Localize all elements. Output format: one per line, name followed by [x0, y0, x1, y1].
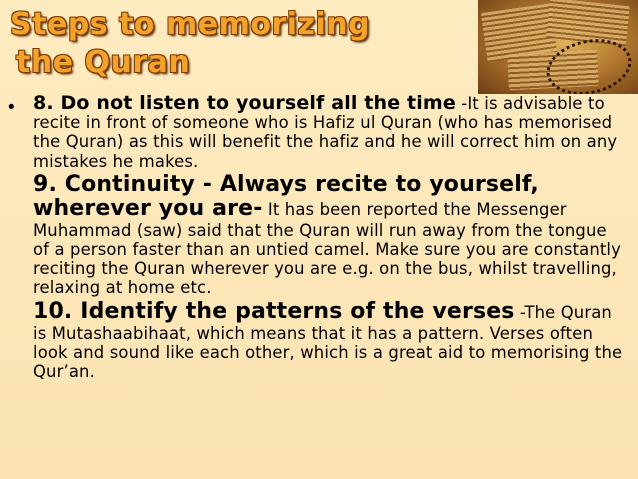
- step-9: [33, 173, 628, 298]
- bullet-icon: •: [8, 97, 15, 118]
- quran-photo: [478, 0, 638, 94]
- slide-title: [10, 6, 370, 82]
- title-line-1: Steps to memorizing: [10, 7, 371, 42]
- step-8: [33, 94, 628, 171]
- step-9-body: It has been reported the Messenger Muhammad (saw) said that the Quran will run away from the tongue of a person faster than an untied camel. Make sure you are constantly reciting the Quran wherever you are e.g. on the bus, whilst travelling, relaxing at home etc.: [33, 199, 621, 298]
- step-10-body: -The Quran is Mutashaabihaat, which means that it has a pattern. Verses often look and sound like each other, which is a great aid to memorising the Qur’an.: [33, 302, 623, 382]
- title-line-2: the Quran: [16, 45, 191, 80]
- step-9-heading: 9. Continuity - Always recite to yourself, wherever you are-: [33, 171, 539, 221]
- step-10-heading: 10. Identify the patterns of the verses: [33, 298, 515, 324]
- step-10: [33, 300, 628, 382]
- content-body: [8, 94, 628, 381]
- step-8-body: -It is advisable to recite in front of someone who is Hafiz ul Quran (who has memorised the Quran) as this will benefit the hafiz and he will correct him on any mistakes he makes.: [33, 94, 618, 171]
- step-8-heading: 8. Do not listen to yourself all the time: [33, 92, 456, 114]
